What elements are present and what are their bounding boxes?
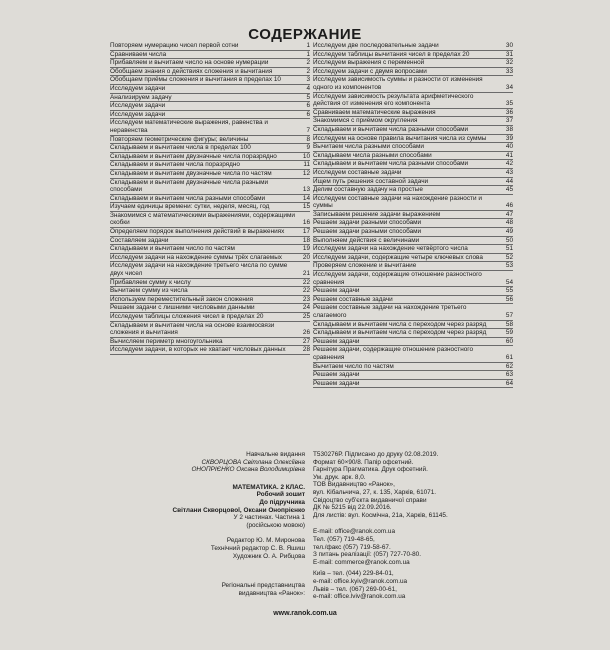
toc-entry — [313, 363, 513, 372]
toc-entry-title: Исследуем таблицы вычитания чисел в пределах 20 — [313, 50, 470, 58]
toc-entry-title: Складываем и вычитаем двузначные числа по частям — [110, 169, 272, 177]
toc-entry — [313, 262, 513, 271]
toc-entry-page: 1 — [306, 50, 310, 58]
artist: Художник О. А. Рибцова — [232, 552, 305, 560]
toc-entry-title: Определяем порядок выполнения действий в выражениях — [110, 228, 285, 236]
toc-entry — [110, 51, 310, 60]
certificate-2: ДК № 5215 від 22.09.2016. — [313, 504, 392, 512]
email-office: E-mail: office@ranok.com.ua — [313, 528, 396, 536]
toc-entry — [110, 338, 310, 347]
toc-entry — [313, 380, 513, 389]
toc-entry-page: 21 — [302, 270, 310, 278]
toc-entry-page: 56 — [505, 295, 513, 303]
toc-entry-page: 33 — [505, 67, 513, 75]
toc-entry — [313, 228, 513, 237]
toc-entry-page: 61 — [505, 353, 513, 361]
toc-entry-page: 35 — [505, 100, 513, 108]
toc-entry — [313, 304, 513, 320]
email-commerce: E-mail: commerce@ranok.com.ua — [313, 558, 410, 566]
typeface-info: Гарнітура Прагматика. Друк офсетний. — [313, 466, 428, 474]
toc-entry-title: Записываем решение задачи выражением — [313, 210, 441, 218]
toc-entry-title: Решаем задачи — [313, 287, 360, 295]
toc-entry-page: 46 — [505, 202, 513, 210]
toc-entry — [313, 186, 513, 195]
toc-entry-title: Выполняем действия с величинами — [313, 236, 420, 244]
toc-entry-title: Исследуем выражения с переменной — [313, 59, 425, 67]
toc-entry-title: Складываем и вычитаем числа разными способами — [313, 125, 469, 133]
tech-editor: Технічний редактор С. В. Яшиш — [210, 544, 305, 552]
toc-entry-page: 39 — [505, 134, 513, 142]
toc-entry-page: 23 — [302, 295, 310, 303]
toc-entry-page: 5 — [306, 93, 310, 101]
toc-entry-page: 47 — [505, 210, 513, 218]
toc-entry — [110, 322, 310, 338]
colophon-left — [150, 451, 305, 597]
toc-entry — [313, 135, 513, 144]
toc-entry-page: 20 — [302, 253, 310, 261]
toc-entry-page: 2 — [306, 67, 310, 75]
toc-entry-page: 22 — [302, 278, 310, 286]
toc-entry-title: Складываем и вычитаем двузначные числа поразрядно — [110, 152, 277, 160]
toc-entry-title: Складываем и вычитаем числа поразрядно — [110, 161, 240, 169]
toc-entry — [110, 195, 310, 204]
toc-left-column — [110, 42, 310, 355]
toc-entry-page: 31 — [505, 50, 513, 58]
toc-entry — [110, 119, 310, 135]
toc-entry-page: 58 — [505, 320, 513, 328]
toc-entry — [110, 304, 310, 313]
toc-entry-page: 18 — [302, 236, 310, 244]
toc-entry-page: 10 — [302, 152, 310, 160]
toc-entry — [110, 111, 310, 120]
toc-entry-title: Делим составную задачу на простые — [313, 186, 423, 194]
toc-entry-page: 40 — [505, 143, 513, 151]
toc-entry-page: 48 — [505, 219, 513, 227]
toc-entry-title: Проверяем сложение и вычитание — [313, 262, 417, 270]
toc-entry — [110, 136, 310, 145]
toc-entry-page: 12 — [302, 169, 310, 177]
toc-entry-title: Решаем задачи — [313, 337, 360, 345]
toc-entry-title: Обобщаем знания о действиях сложения и вычитания — [110, 67, 273, 75]
toc-entry-title: Анализируем задачу — [110, 93, 172, 101]
toc-entry-title: Изучаем единицы времени: сутки, неделя, месяц, год — [110, 203, 270, 211]
toc-entry-page: 6 — [306, 110, 310, 118]
format-info: Формат 60×90/8. Папір офсетний. — [313, 458, 414, 466]
toc-entry-page: 27 — [302, 337, 310, 345]
toc-entry-title: Исследуем задачи, содержащие четыре ключевых слова — [313, 253, 483, 261]
toc-entry-title: Складываем и вычитаем числа на основе взаимосвязи сложения и вычитания — [110, 321, 275, 337]
toc-entry-title: Складываем и вычитаем числа в пределах 100 — [110, 144, 251, 152]
toc-entry — [313, 143, 513, 152]
toc-entry-title: Исследуем задачи — [110, 102, 166, 110]
toc-entry-page: 45 — [505, 186, 513, 194]
toc-entry-title: Решаем составные задачи — [313, 295, 393, 303]
toc-entry-page: 24 — [302, 304, 310, 312]
toc-entry-title: Исследуем задачи — [110, 110, 166, 118]
toc-entry-title: Сравниваем математические выражения — [313, 108, 436, 116]
toc-entry-page: 16 — [302, 219, 310, 227]
toc-entry-page: 42 — [505, 160, 513, 168]
kyiv-email: e-mail: office.kyiv@ranok.com.ua — [313, 577, 408, 585]
lviv-email: e-mail: office.lviv@ranok.com.ua — [313, 593, 406, 601]
toc-entry-page: 57 — [505, 312, 513, 319]
toc-entry — [110, 153, 310, 162]
toc-entry-title: Вычитаем число по частям — [313, 362, 394, 370]
page-title: СОДЕРЖАНИЕ — [248, 26, 362, 43]
toc-entry-page: 54 — [505, 278, 513, 286]
toc-entry — [313, 126, 513, 135]
toc-entry-page: 53 — [505, 262, 513, 270]
toc-entry — [313, 109, 513, 118]
fax-office: тел./факс (057) 719-58-67. — [313, 543, 391, 551]
kyiv-phone: Київ – тел. (044) 229-84-01, — [313, 570, 394, 578]
toc-entry-title: Решаем задачи — [313, 379, 360, 387]
book-language: (російською мовою) — [246, 521, 305, 529]
publisher-url: www.ranok.com.ua — [273, 610, 337, 617]
publisher-address: вул. Кібальчича, 27, к. 135, Харків, 61071. — [313, 488, 437, 496]
toc-entry — [110, 161, 310, 170]
toc-entry-title: Исследуем составные задачи — [313, 168, 402, 176]
toc-entry-page: 36 — [505, 108, 513, 116]
toc-entry-page: 17 — [302, 228, 310, 236]
toc-entry — [313, 371, 513, 380]
toc-entry-title: Исследуем задачи, в которых не хватает числовых данных — [110, 346, 286, 354]
toc-entry — [110, 346, 310, 355]
toc-entry — [110, 287, 310, 296]
toc-entry-title: Исследуем задачи, содержащие отношение разностного сравнения — [313, 271, 482, 286]
toc-entry-page: 37 — [505, 117, 513, 125]
toc-entry-page: 43 — [505, 168, 513, 176]
toc-entry-title: Складываем и вычитаем числа разными способами — [110, 194, 266, 202]
toc-entry-title: Решаем составные задачи на нахождение третьего слагаемого — [313, 304, 467, 319]
toc-entry — [110, 279, 310, 288]
book-subtitle-1: Робочий зошит — [256, 491, 305, 499]
toc-entry-title: Исследуем задачи на нахождение суммы трёх слагаемых — [110, 253, 282, 261]
phone-office: Тел. (057) 719-48-65, — [313, 535, 375, 543]
toc-entry-title: Исследуем зависимость результата арифметического действия от изменения его компонента — [313, 92, 474, 108]
toc-entry — [110, 212, 310, 228]
toc-entry — [313, 76, 513, 92]
toc-entry-title: Исследуем задачи на нахождение третьего числа по сумме двух чисел — [110, 262, 288, 278]
toc-entry-title: Знакомимся с приёмом округления — [313, 117, 418, 125]
toc-entry-page: 2 — [306, 59, 310, 67]
book-parts: У 2 частинах. Частина 1 — [233, 514, 305, 522]
lviv-phone: Львів – тел. (067) 269-00-61, — [313, 585, 397, 593]
toc-entry-title: Решаем задачи — [313, 371, 360, 379]
toc-entry — [313, 42, 513, 51]
toc-entry-title: Знакомимся с математическими выражениями, содержащими скобки — [110, 211, 295, 227]
toc-entry-page: 4 — [306, 84, 310, 92]
toc-entry-title: Исследуем на основе правила вычитания числа из суммы — [313, 134, 487, 142]
author-2: ОНОПРІЄНКО Оксана Володимирівна — [191, 466, 305, 474]
toc-entry-page: 60 — [505, 337, 513, 345]
author-1: СКВОРЦОВА Світлана Олексіївна — [201, 458, 305, 466]
toc-entry-title: Прибавляем и вычитаем число на основе нумерации — [110, 59, 269, 67]
letters-address: Для листів: вул. Космічна, 21а, Харків, 61145. — [313, 511, 448, 519]
toc-entry-page: 55 — [505, 287, 513, 295]
toc-entry-title: Решаем задачи, содержащие отношение разностного сравнения — [313, 346, 474, 361]
toc-entry — [313, 51, 513, 60]
toc-entry-title: Складываем и вычитаем числа с переходом через разряд — [313, 329, 487, 337]
toc-entry — [110, 102, 310, 111]
toc-entry-page: 63 — [505, 371, 513, 379]
toc-entry-page: 3 — [306, 76, 310, 84]
toc-entry-title: Повторяем геометрические фигуры; величины — [110, 135, 249, 143]
toc-entry-page: 44 — [505, 177, 513, 185]
toc-entry — [313, 346, 513, 362]
toc-entry-title: Используем переместительный закон сложения — [110, 295, 253, 303]
toc-entry — [110, 262, 310, 278]
toc-entry-title: Складываем числа разными способами — [313, 151, 432, 159]
toc-entry — [313, 237, 513, 246]
toc-entry — [313, 68, 513, 77]
toc-entry-page: 62 — [505, 362, 513, 370]
toc-entry — [110, 237, 310, 246]
colophon-right — [313, 451, 513, 601]
toc-entry-title: Решаем задачи с лишними числовыми данными — [110, 304, 255, 312]
toc-entry-title: Обобщаем приёмы сложения и вычитания в пределах 10 — [110, 76, 281, 84]
print-info: Т530276Р. Підписано до друку 02.08.2019. — [313, 451, 439, 458]
toc-entry — [110, 76, 310, 85]
toc-entry — [110, 296, 310, 305]
toc-entry-page: 22 — [302, 287, 310, 295]
toc-entry — [110, 228, 310, 237]
publisher: ТОВ Видавництво «Ранок», — [313, 481, 395, 489]
toc-entry-page: 64 — [505, 379, 513, 387]
toc-entry-page: 32 — [505, 59, 513, 67]
toc-entry-title: Вычитаем сумму из числа — [110, 287, 188, 295]
editor: Редактор Ю. М. Миронова — [226, 537, 305, 545]
toc-entry-page: 59 — [505, 329, 513, 337]
toc-entry-title: Ищем путь решения составной задачи — [313, 177, 429, 185]
toc-entry-title: Вычисляем периметр многоугольника — [110, 337, 223, 345]
toc-entry-title: Исследуем задачи на нахождение четвёртого числа — [313, 245, 468, 253]
toc-entry-title: Прибавляем сумму к числу — [110, 278, 191, 286]
toc-entry-page: 19 — [302, 245, 310, 253]
toc-entry-title: Исследуем математические выражения, равенства и неравенства — [110, 119, 268, 134]
toc-entry-page: 6 — [306, 102, 310, 110]
sales-phone: З питань реалізації: (057) 727-70-80. — [313, 551, 422, 559]
toc-entry — [110, 42, 310, 51]
toc-entry-page: 9 — [306, 144, 310, 152]
toc-entry — [313, 254, 513, 263]
toc-entry — [313, 219, 513, 228]
book-subtitle-3: Світлани Скворцової, Оксани Онопрієнко — [172, 506, 305, 514]
toc-entry-page: 30 — [505, 42, 513, 49]
toc-entry — [313, 271, 513, 287]
toc-entry — [313, 195, 513, 211]
toc-entry — [110, 94, 310, 103]
toc-entry — [110, 59, 310, 68]
toc-entry-title: Решаем задачи разными способами — [313, 228, 422, 236]
toc-entry-title: Исследуем задачи — [110, 84, 166, 92]
toc-entry-title: Исследуем две последовательные задачи — [313, 42, 439, 49]
toc-entry-page: 41 — [505, 151, 513, 159]
toc-entry-title: Исследуем задачи с двумя вопросами — [313, 67, 427, 75]
toc-entry-page: 1 — [306, 42, 310, 49]
toc-entry — [313, 321, 513, 330]
toc-entry — [313, 329, 513, 338]
toc-entry-title: Складываем и вычитаем число по частям — [110, 245, 235, 253]
toc-entry-page: 14 — [302, 194, 310, 202]
toc-entry — [110, 85, 310, 94]
toc-entry-page: 13 — [302, 186, 310, 194]
toc-entry — [313, 169, 513, 178]
toc-entry — [313, 117, 513, 126]
certificate-1: Свідоцтво суб'єкта видавничої справи — [313, 496, 427, 504]
toc-entry-page: 49 — [505, 228, 513, 236]
toc-entry-page: 51 — [505, 245, 513, 253]
toc-entry — [110, 254, 310, 263]
toc-entry — [110, 170, 310, 179]
edition-type: Навчальне видання — [246, 451, 305, 458]
toc-entry — [313, 245, 513, 254]
toc-entry-title: Вычитаем числа разными способами — [313, 143, 424, 151]
regional-line-2: видавництва «Ранок»: — [238, 589, 305, 597]
toc-entry-title: Составляем задачи — [110, 236, 169, 244]
toc-entry-page: 15 — [302, 203, 310, 211]
toc-entry-page: 28 — [302, 346, 310, 354]
toc-entry — [313, 338, 513, 347]
toc-entry — [110, 313, 310, 322]
toc-entry — [110, 144, 310, 153]
sheets-info: Ум. друк. арк. 8,0. — [313, 473, 366, 481]
toc-entry-page: 8 — [306, 135, 310, 143]
toc-entry-title: Исследуем таблицы сложения чисел в пределах 20 — [110, 313, 264, 320]
toc-entry-page: 26 — [302, 329, 310, 337]
toc-entry — [110, 245, 310, 254]
toc-entry-page: 25 — [302, 313, 310, 320]
toc-entry — [313, 160, 513, 169]
toc-right-column — [313, 42, 513, 388]
toc-entry-title: Складываем и вычитаем двузначные числа разными способами — [110, 178, 269, 194]
toc-entry — [313, 287, 513, 296]
toc-entry-title: Повторяем нумерацию чисел первой сотни — [110, 42, 239, 49]
toc-entry-page: 11 — [303, 161, 310, 169]
toc-entry — [110, 179, 310, 195]
toc-entry-title: Складываем и вычитаем числа с переходом через разряд — [313, 320, 487, 328]
toc-entry — [110, 203, 310, 212]
toc-entry-page: 34 — [505, 83, 513, 91]
toc-entry — [313, 296, 513, 305]
toc-entry — [313, 59, 513, 68]
toc-entry — [313, 178, 513, 187]
toc-entry-title: Складываем и вычитаем числа разными способами — [313, 160, 469, 168]
toc-entry-page: 7 — [306, 126, 310, 134]
toc-entry — [313, 93, 513, 109]
toc-entry-page: 38 — [505, 125, 513, 133]
toc-entry-title: Исследуем составные задачи на нахождение разности и суммы — [313, 194, 482, 210]
book-subtitle-2: До підручника — [259, 498, 305, 506]
regional-line-1: Регіональні представництва — [221, 582, 305, 590]
book-title: МАТЕМАТИКА. 2 КЛАС. — [232, 483, 305, 491]
toc-entry-title: Сравниваем числа — [110, 50, 167, 58]
toc-entry-title: Исследуем зависимость суммы и разности от изменения одного из компонентов — [313, 76, 483, 91]
toc-entry-title: Решаем задачи разными способами — [313, 219, 422, 227]
toc-entry-page: 50 — [505, 236, 513, 244]
toc-entry-page: 52 — [505, 253, 513, 261]
